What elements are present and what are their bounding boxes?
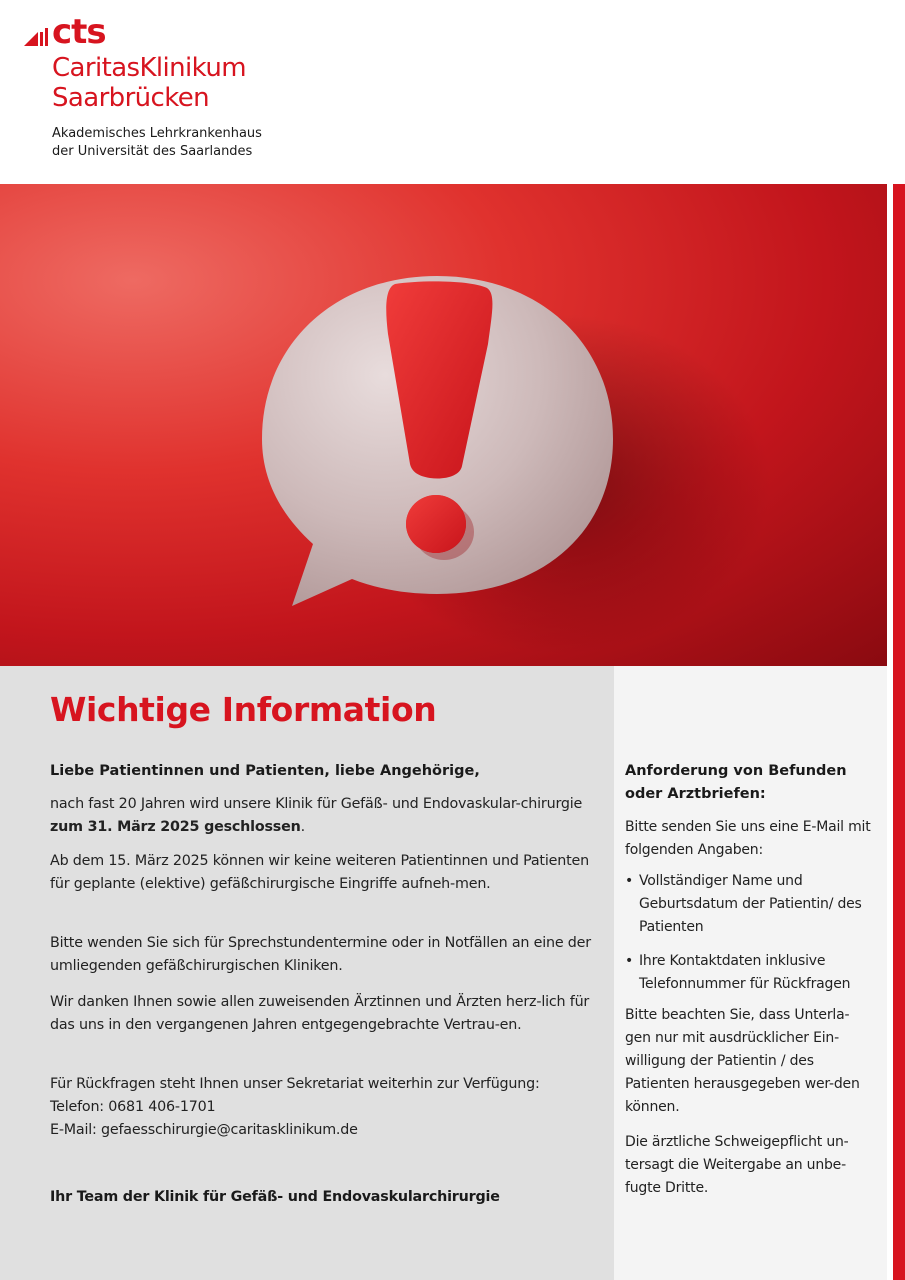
list-item: • Ihre Kontaktdaten inklusive Telefonnummer für Rückfragen [625,950,880,996]
paragraph-thanks: Wir danken Ihnen sowie allen zuweisenden Ärztinnen und Ärzten herz-lich für das uns in den vergangenen Jahren entgegengebrachte Vertrau-en. [50,994,590,1033]
greeting: Liebe Patientinnen und Patienten, liebe Angehörige, [50,763,480,779]
sidebar-note-confidentiality: Die ärztliche Schweigepflicht un-tersagt die Weitergabe an unbe-fugte Dritte. [625,1134,849,1196]
closure-end: . [300,819,305,835]
sidebar-list [625,870,880,1007]
contact-phone: Telefon: 0681 406-1701 [50,1099,216,1115]
exclamation-speech-bubble-icon [0,184,887,666]
side-accent-bar [893,184,905,1280]
closure-date: zum 31. März 2025 geschlossen [50,819,301,835]
subtitle-line2: der Universität des Saarlandes [52,144,253,159]
header [0,0,905,184]
contact-email: E-Mail: gefaesschirurgie@caritasklinikum.de [50,1122,358,1138]
paragraph-closure [50,793,595,839]
signoff: Ihr Team der Klinik für Gefäß- und Endovaskularchirurgie [50,1189,500,1205]
page-title: Wichtige Information [50,690,437,729]
clinic-name [52,53,246,113]
list-item: • Vollständiger Name und Geburtsdatum der Patientin/ des Patienten [625,870,880,939]
logo-text: cts [52,12,106,52]
clinic-name-line1: CaritasKlinikum [52,53,246,83]
hero-image [0,184,887,666]
subtitle-line1: Akademisches Lehrkrankenhaus [52,126,262,141]
paragraph-contact [50,1073,595,1142]
clinic-name-line2: Saarbrücken [52,83,210,113]
clinic-subtitle [52,125,262,161]
paragraph-admission: Ab dem 15. März 2025 können wir keine weiteren Patientinnen und Patienten für geplante (elektive) gefäßchirurgische Eingriffe aufneh-men. [50,853,589,892]
closure-text: nach fast 20 Jahren wird unsere Klinik für Gefäß- und Endovaskular-chirurgie [50,796,583,812]
contact-intro: Für Rückfragen steht Ihnen unser Sekretariat weiterhin zur Verfügung: [50,1076,540,1092]
logo-triangles-icon [24,26,54,48]
sidebar-intro: Bitte senden Sie uns eine E-Mail mit folgenden Angaben: [625,819,871,858]
sidebar-heading: Anforderung von Befunden oder Arztbriefen: [625,763,847,802]
sidebar-note-consent: Bitte beachten Sie, dass Unterla-gen nur mit ausdrücklicher Ein-willigung der Patientin / des Patienten herausgegeben wer-den können. [625,1007,860,1115]
paragraph-referral: Bitte wenden Sie sich für Sprechstundentermine oder in Notfällen an eine der umliegenden gefäßchirurgischen Kliniken. [50,935,591,974]
